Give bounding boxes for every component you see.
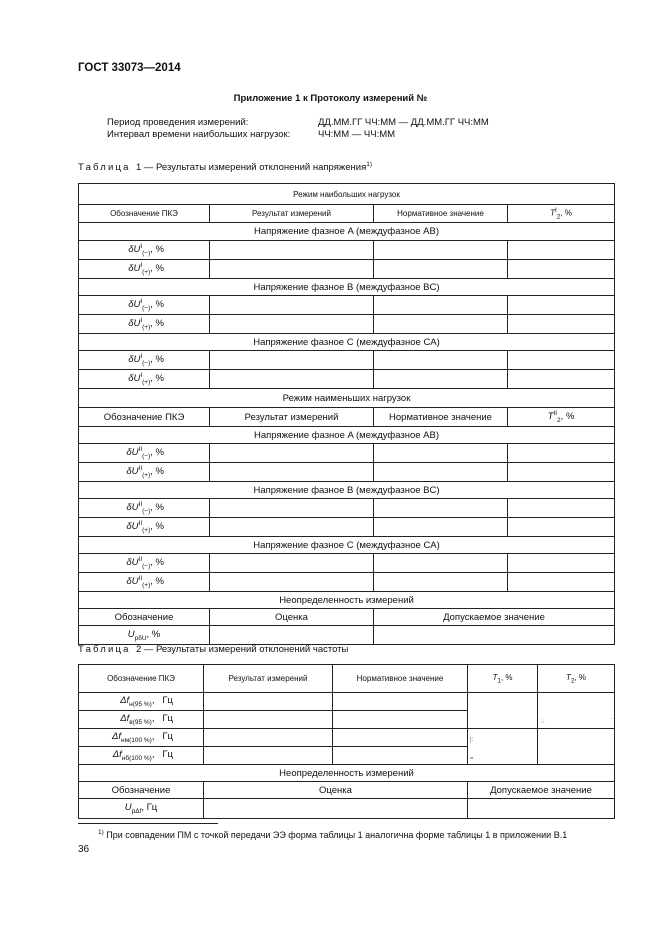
- row-du-minus: $\delta U^I_{(-)}$, %: [79, 241, 210, 260]
- unc-row: $U_{р\delta U}$, %: [79, 626, 210, 645]
- col-pke: Обозначение ПКЭ: [79, 205, 210, 223]
- period-value: ДД.ММ.ГГ ЧЧ:ММ — ДД.ММ.ГГ ЧЧ:ММ: [318, 117, 489, 128]
- uncertainty-header: Неопределенность измерений: [79, 592, 615, 609]
- row-du-minus: $\delta U^{II}_{(-)}$, %: [79, 499, 210, 518]
- unc-col-designation: Обозначение: [79, 782, 204, 799]
- row-du-minus: $\delta U^I_{(-)}$, %: [79, 296, 210, 315]
- peak-interval-label: Интервал времени наибольших нагрузок:: [107, 129, 291, 140]
- phase-b-header: Напряжение фазное B (междуфазное BC): [79, 482, 615, 499]
- peak-interval-value: ЧЧ:ММ — ЧЧ:ММ: [318, 129, 396, 140]
- row-du-plus: $\delta U^{II}_{(+)}$, %: [79, 573, 210, 592]
- appendix-title: Приложение 1 к Протоколу измерений №: [233, 93, 428, 104]
- row-du-plus: $\delta U^I_{(+)}$, %: [79, 260, 210, 279]
- unc-col-allowed: Допускаемое значение: [374, 609, 615, 626]
- col-result: Результат измерений: [204, 665, 333, 693]
- col-t2: $T^I_2$, %: [508, 205, 615, 223]
- table1-caption: Таблица 1 — Результаты измерений отклонений напряжения$^{1)}$: [78, 161, 372, 174]
- col-norm: Нормативное значение: [374, 205, 508, 223]
- row-du-minus: $\delta U^{II}_{(-)}$, %: [79, 554, 210, 573]
- mode-min-header: Режим наименьших нагрузок: [79, 389, 615, 408]
- document-header: ГОСТ 33073—2014: [78, 62, 181, 74]
- unc-col-estimate: Оценка: [204, 782, 468, 799]
- phase-c-header: Напряжение фазное C (междуфазное CA): [79, 334, 615, 351]
- row-du-plus: $\delta U^I_{(+)}$, %: [79, 315, 210, 334]
- col-norm: Нормативное значение: [374, 408, 508, 427]
- row-du-minus: $\delta U^{II}_{(-)}$, %: [79, 444, 210, 463]
- table2-caption: Таблица 2 — Результаты измерений отклонений частоты: [78, 644, 349, 655]
- row-df-nb100: $\Delta f_{нб(100 \%)}$, Гц: [79, 747, 204, 765]
- uncertainty-header: Неопределенность измерений: [79, 765, 615, 782]
- row-du-minus: $\delta U^I_{(-)}$, %: [79, 351, 210, 370]
- period-label: Период проведения измерений:: [107, 117, 249, 128]
- col-result: Результат измерений: [210, 408, 374, 427]
- frequency-deviation-table: Обозначение ПКЭ Результат измерений Нормативное значение $T_1$, % $T_2$, % $\Delta f_{н(95 \%)}$, Гц :- ` $\Delta f_{в(95 \%)}$, Гц $\Delta f_{нм(100 \%)}$, Гц |: = $\Delta f_{нб(100 \%)}$, Гц Неопределенность измерений Обозначение Оценка Допускаемое значение $U_{р\Delta f}$, Гц: [78, 664, 615, 819]
- col-norm: Нормативное значение: [333, 665, 468, 693]
- page-number: 36: [78, 844, 90, 855]
- col-t2: $T_2$, %: [538, 665, 615, 693]
- footnote-divider: [78, 823, 218, 824]
- row-du-plus: $\delta U^{II}_{(+)}$, %: [79, 463, 210, 482]
- phase-a-header: Напряжение фазное A (междуфазное AB): [79, 427, 615, 444]
- row-du-plus: $\delta U^{II}_{(+)}$, %: [79, 518, 210, 537]
- mode-max-header: Режим наибольших нагрузок: [79, 184, 615, 205]
- col-pke: Обозначение ПКЭ: [79, 408, 210, 427]
- col-pke: Обозначение ПКЭ: [79, 665, 204, 693]
- row-df-nm100: $\Delta f_{нм(100 \%)}$, Гц: [79, 729, 204, 747]
- footnote: $^{1)}$ При совпадении ПМ с точкой передачи ЭЭ форма таблицы 1 аналогична форме таблицы 1 в приложении В.1: [98, 829, 568, 840]
- row-df-n95: $\Delta f_{н(95 \%)}$, Гц: [79, 693, 204, 711]
- phase-b-header: Напряжение фазное B (междуфазное BC): [79, 279, 615, 296]
- row-du-plus: $\delta U^I_{(+)}$, %: [79, 370, 210, 389]
- row-df-v95: $\Delta f_{в(95 \%)}$, Гц: [79, 711, 204, 729]
- col-t1: $T_1$, %: [468, 665, 538, 693]
- unc-col-designation: Обозначение: [79, 609, 210, 626]
- unc-row: $U_{р\Delta f}$, Гц: [79, 799, 204, 819]
- phase-a-header: Напряжение фазное A (междуфазное AB): [79, 223, 615, 241]
- phase-c-header: Напряжение фазное C (междуфазное CA): [79, 537, 615, 554]
- unc-col-estimate: Оценка: [210, 609, 374, 626]
- col-t2: $T^{II}_2$, %: [508, 408, 615, 427]
- col-result: Результат измерений: [210, 205, 374, 223]
- voltage-deviation-table: [78, 183, 615, 645]
- unc-col-allowed: Допускаемое значение: [468, 782, 615, 799]
